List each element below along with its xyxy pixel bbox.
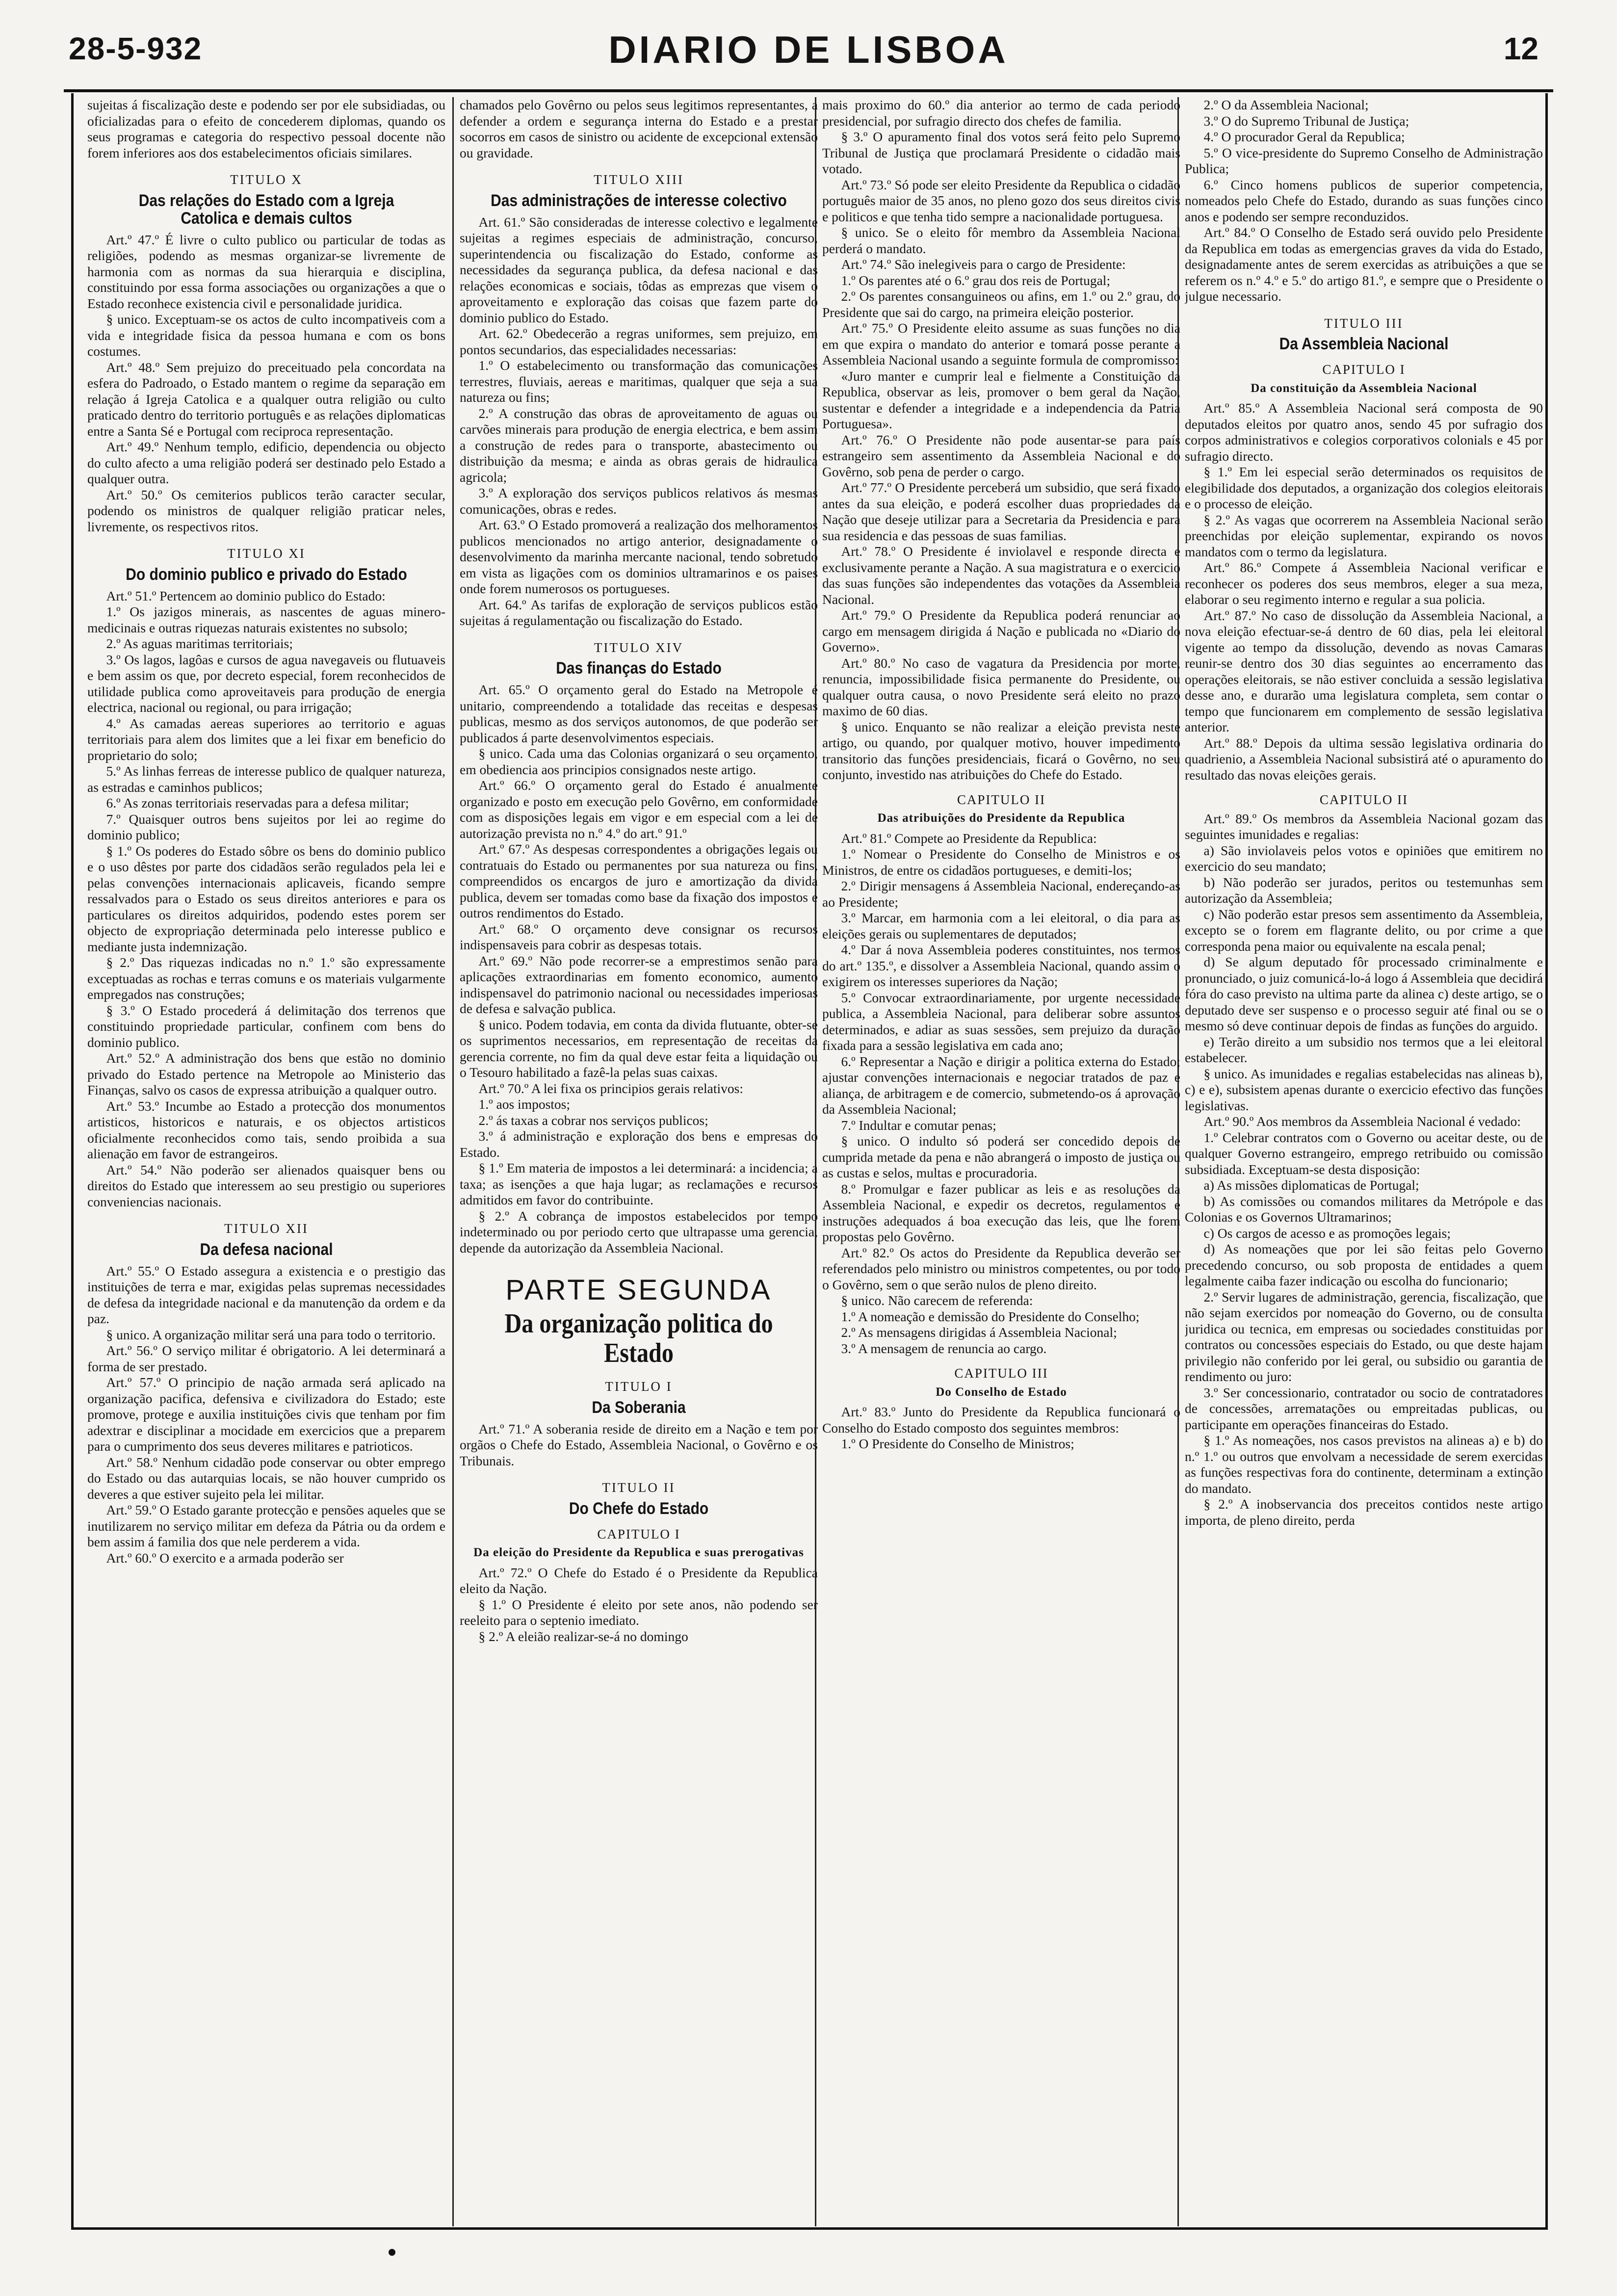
paragraph: 4.º As camadas aereas superiores ao territorio e aguas territoriais para alem dos limites que a lei fixar em beneficio do proprietario do solo; bbox=[87, 715, 445, 763]
issue-date: 28-5-932 bbox=[69, 31, 203, 66]
paragraph: 2.º Servir lugares de administração, gerencia, fiscalização, que não sejam exercidos por nomeação do Governo, ou de consulta juridica ou tecnica, em empresas ou sociedades constituidas por contratos ou concessões especiais do Estado, ou que deste hajam privilegio não conferido por lei geral, ou subsidio ou garantia de rendimento ou juro: bbox=[1185, 1289, 1543, 1384]
paragraph: Art.º 84.º O Conselho de Estado será ouvido pelo Presidente da Republica em todas as emergencias graves da vida do Estado, designadamente antes de serem exercidas as atribuições a que se referem os n.º 4.º e 5.º do artigo 81.º, e sempre que o Presidente o julgue necessario. bbox=[1185, 225, 1543, 304]
paragraph: Art.º 89.º Os membros da Assembleia Nacional gozam das seguintes imunidades e regalias: bbox=[1185, 810, 1543, 842]
paragraph: Art.º 90.º Aos membros da Assembleia Nacional é vedado: bbox=[1203, 1114, 1521, 1129]
paragraph: Art.º 60.º O exercito e a armada poderão ser bbox=[106, 1550, 344, 1565]
paragraph: § 1.º As nomeações, nos casos previstos na alineas a) e b) do n.º 1.º ou outros que envolvam a necessidade de serem exercidas as funções respectivas fora do continente, determinam a extinção do mandato. bbox=[1185, 1433, 1543, 1496]
section-heading: Do Chefe do Estado bbox=[569, 1499, 709, 1518]
paragraph: Art.º 78.º O Presidente é inviolavel e responde directa e exclusivamente perante a Nação. A sua magistratura e o exercicio das suas funções são independentes das votações da Assembleia Nacional. bbox=[822, 544, 1180, 607]
paragraph: Art.º 72.º O Chefe do Estado é o Presidente da Republica eleito da Nação. bbox=[460, 1565, 818, 1596]
paragraph: Art. 64.º As tarifas de exploração de serviços publicos estão sujeitas á regulamentação ou fiscalização do Estado. bbox=[460, 597, 818, 628]
section-title: TITULO II bbox=[602, 1480, 676, 1495]
paragraph: 1.º Nomear o Presidente do Conselho de Ministros e os Ministros, de entre os cidadãos portugueses, e demiti-los; bbox=[822, 846, 1180, 878]
section-heading: Das finanças do Estado bbox=[556, 659, 722, 678]
paragraph: Art.º 85.º A Assembleia Nacional será composta de 90 deputados eleitos por quatro anos, sendo 45 por sufragio dos corpos administrativos e colegios corporativos colonials e 45 por sufragio directo. bbox=[1185, 400, 1543, 464]
paragraph: § 2.º As vagas que ocorrerem na Assembleia Nacional serão preenchidas por eleição suplementar, expirando os novos mandatos com o termo da legislatura. bbox=[1185, 512, 1543, 559]
paragraph: Art.º 67.º As despesas correspondentes a obrigações legais ou contratuais do Estado ou permanentes por sua natureza ou fins, compreendidos os encargos de juro e amortização da divida publica, devem ser tomadas como base da fixação dos impostos e outros rendimentos do Estado. bbox=[460, 841, 818, 920]
column-divider bbox=[452, 97, 454, 2226]
paragraph: Art.º 69.º Não pode recorrer-se a emprestimos senão para aplicações extraordinarias em fomento economico, aumento indispensavel do patrimonio nacional ou necessidades imperiosas de defesa e salvação publica. bbox=[460, 953, 818, 1016]
paragraph: 6.º Cinco homens publicos de superior competencia, nomeados pelo Chefe do Estado, durando as suas funções cinco anos e podendo ser sempre reconduzidos. bbox=[1185, 177, 1543, 224]
paragraph: 5.º O vice-presidente do Supremo Conselho de Administração Publica; bbox=[1185, 145, 1543, 176]
paragraph: 2.º Dirigir mensagens á Assembleia Nacional, endereçando-as ao Presidente; bbox=[822, 878, 1180, 910]
paragraph: § 1.º Em lei especial serão determinados os requisitos de elegibilidade dos deputados, a organização dos colegios eleitorais e o processo de eleição. bbox=[1185, 464, 1543, 511]
paragraph: § unico. Se o eleito fôr membro da Assembleia Nacional perderá o mandato. bbox=[822, 225, 1180, 256]
paragraph: Art. 65.º O orçamento geral do Estado na Metropole é unitario, compreendendo a totalidade das receitas e despesas publicas, mesmo as dos serviços autonomos, de que poderão ser publicados á parte desenvolvimentos especiais. bbox=[460, 682, 818, 745]
paragraph: Art.º 50.º Os cemiterios publicos terão caracter secular, podendo os ministros de qualquer religião praticar neles, livremente, os respectivos ritos. bbox=[87, 487, 445, 534]
paragraph: Art.º 68.º O orçamento deve consignar os recursos indispensaveis para cobrir as despesas totais. bbox=[460, 921, 818, 952]
paragraph: Art.º 70.º A lei fixa os principios gerais relativos: bbox=[478, 1080, 743, 1096]
section-heading: Da Assembleia Nacional bbox=[1279, 335, 1449, 353]
paragraph: c) Não poderão estar presos sem assentimento da Assembleia, excepto se o forem em flagrante delito, ou por crime a que corresponda pena maior ou equivalente na escala penal; bbox=[1185, 906, 1543, 954]
paragraph: § unico. A organização militar será una para todo o territorio. bbox=[106, 1327, 436, 1342]
paragraph: «Juro manter e cumprir leal e fielmente a Constituição da Republica, observar as leis, promover o bem geral da Nação, sustentar e defender a integridade e a independencia da Patria Portuguesa». bbox=[822, 368, 1180, 431]
paragraph: 3.º Marcar, em harmonia com a lei eleitoral, o dia para as eleições gerais ou suplementares de deputados; bbox=[822, 910, 1180, 941]
paragraph: Art.º 74.º São inelegiveis para o cargo de Presidente: bbox=[841, 257, 1126, 272]
section-heading: Da Soberania bbox=[592, 1398, 686, 1417]
paragraph: 7.º Indultar e comutar penas; bbox=[841, 1117, 996, 1133]
column-3 bbox=[822, 97, 1180, 2221]
paragraph: § 1.º O Presidente é eleito por sete anos, não podendo ser reeleito para o septenio imediato. bbox=[460, 1596, 818, 1628]
paragraph: 6.º Representar a Nação e dirigir a politica externa do Estado; ajustar convenções internacionais e negociar tratados de paz e aliança, de arbitragem e de comercio, submetendo-os á aprovação da Assembleia Nacional; bbox=[822, 1053, 1180, 1117]
section-title: TITULO III bbox=[1324, 315, 1404, 331]
paragraph: § 1.º Em materia de impostos a lei determinará: a incidencia; a taxa; as isenções a que haja lugar; as reclamações e recursos admitidos em favor do contribuinte. bbox=[460, 1160, 818, 1207]
paragraph: a) São inviolaveis pelos votos e opiniões que emitirem no exercicio do seu mandato; bbox=[1185, 842, 1543, 874]
section-heading: Da defesa nacional bbox=[200, 1240, 333, 1259]
paragraph: Art.º 87.º No caso de dissolução da Assembleia Nacional, a nova eleição efectuar-se-á dentro de 60 dias, pela lei eleitoral vigente ao tempo da dissolução, devendo as novas Camaras reunir-se dentro dos 30 dias seguintes ao encerramento das operações eleitorais, se não estiver concluida a sessão legislativa desse ano, e durarão uma legislatura completa, sem contar o tempo que funcionarem em complemento de sessão legislativa anterior. bbox=[1185, 607, 1543, 734]
ink-spot bbox=[389, 2249, 395, 2256]
paragraph: Art.º 49.º Nenhum templo, edificio, dependencia ou objecto do culto afecto a uma religião poderá ser destinado pelo Estado a qualquer outra. bbox=[87, 439, 445, 486]
paragraph: 8.º Promulgar e fazer publicar as leis e as resoluções da Assembleia Nacional, e expedir os decretos, regulamentos e instruções adequados á boa execução das leis, que lhe forem propostas pelo Govêrno. bbox=[822, 1181, 1180, 1244]
paragraph: 2.º O da Assembleia Nacional; bbox=[1203, 97, 1369, 112]
paragraph: 1.º Os parentes até o 6.º grau dos reis de Portugal; bbox=[841, 272, 1111, 288]
chapter-title: CAPITULO II bbox=[957, 792, 1046, 807]
column-1 bbox=[87, 97, 445, 2221]
paragraph: 1.º Celebrar contratos com o Governo ou aceitar deste, ou de qualquer Governo estrangeiro, emprego retribuido ou comissão subsidiada. Exceptuam-se desta disposição: bbox=[1185, 1129, 1543, 1177]
paragraph: sujeitas á fiscalização deste e podendo ser por ele subsidiadas, ou oficializadas para o efeito de concederem diplomas, quando os seus programas e categoria do respectivo pessoal docente não forem inferiores aos dos estabelecimentos oficiais similares. bbox=[87, 97, 445, 160]
paragraph: Art.º 86.º Compete á Assembleia Nacional verificar e reconhecer os poderes dos seus membros, eleger a sua meza, elaborar o seu regimento interno e regular a sua policia. bbox=[1185, 560, 1543, 607]
paragraph: § unico. Exceptuam-se os actos de culto incompativeis com a vida e integridade fisica da pessoa humana e com os bons costumes. bbox=[87, 312, 445, 359]
paragraph: e) Terão direito a um subsidio nos termos que a lei eleitoral estabelecer. bbox=[1185, 1034, 1543, 1065]
paragraph: d) Se algum deputado fôr processado criminalmente e pronunciado, o juiz comunicá-lo-á logo á Assembleia que decidirá fóra do caso previsto na ultima parte da alinea c) deste artigo, se o deputado deve ser suspenso e o processo seguir até final ou se o mesmo só deve continuar depois de findas as funções do arguido. bbox=[1185, 954, 1543, 1033]
page-number: 12 bbox=[1503, 31, 1539, 66]
paragraph: mais proximo do 60.º dia anterior ao termo de cada periodo presidencial, por sufragio directo dos chefes de familia. bbox=[822, 97, 1180, 129]
paragraph: Art.º 73.º Só pode ser eleito Presidente da Republica o cidadão português maior de 35 anos, no pleno gozo dos seus direitos civis e politicos e que tenha tido sempre a nacionalidade portuguesa. bbox=[822, 177, 1180, 224]
paragraph: 3.º á administração e exploração dos bens e empresas do Estado. bbox=[460, 1128, 818, 1160]
paragraph: 4.º O procurador Geral da Republica; bbox=[1203, 129, 1405, 144]
column-2 bbox=[460, 97, 818, 2221]
paragraph: a) As missões diplomaticas de Portugal; bbox=[1203, 1177, 1419, 1193]
paragraph: 1.º O estabelecimento ou transformação das comunicações terrestres, fluviais, aereas e maritimas, qualquer que seja a sua natureza ou fins; bbox=[460, 358, 818, 405]
paragraph: 6.º As zonas territoriais reservadas para a defesa militar; bbox=[106, 795, 409, 810]
column-4 bbox=[1185, 97, 1543, 2221]
paragraph: 3.º A mensagem de renuncia ao cargo. bbox=[841, 1340, 1047, 1356]
paragraph: Art.º 52.º A administração dos bens que estão no dominio privado do Estado pertence na Metropole ao Ministerio das Finanças, salvo os casos de expressa atribuição a qualquer outro. bbox=[87, 1050, 445, 1097]
chapter-title: CAPITULO I bbox=[1322, 362, 1406, 377]
chapter-title: CAPITULO I bbox=[597, 1526, 680, 1541]
paragraph: 2.º ás taxas a cobrar nos serviços publicos; bbox=[478, 1112, 708, 1128]
paragraph: Art.º 58.º Nenhum cidadão pode conservar ou obter emprego do Estado ou das autarquias locais, se não houver cumprido os deveres a que estiver sujeito pela lei militar. bbox=[87, 1454, 445, 1502]
paragraph: Art.º 80.º No caso de vagatura da Presidencia por morte, renuncia, impossibilidade fisica permanente do Presidente, ou qualquer outra causa, o novo Presidente será eleito no prazo maximo de 60 dias. bbox=[822, 655, 1180, 718]
section-title: TITULO XIV bbox=[594, 640, 684, 655]
paragraph: § 2.º A cobrança de impostos estabelecidos por tempo indeterminado ou por periodo certo que ultrapasse uma gerencia, depende da autorização da Assembleia Nacional. bbox=[460, 1208, 818, 1255]
paragraph: 2.º As aguas maritimas territoriais; bbox=[106, 636, 293, 651]
paragraph: Art.º 76.º O Presidente não pode ausentar-se para país estrangeiro sem assentimento da Assembleia Nacional e do Govêrno, sob pena de perder o cargo. bbox=[822, 432, 1180, 479]
chapter-title: CAPITULO II bbox=[1319, 792, 1408, 807]
paragraph: 2.º A construção das obras de aproveitamento de aguas ou carvões minerais para produção de energia electrica, e bem assim a construção de redes para o transporte, abastecimento ou distribuição da mesma; e ainda as obras gerais de hidraulica agricola; bbox=[460, 405, 818, 485]
paragraph: 7.º Quaisquer outros bens sujeitos por lei ao regime do dominio publico; bbox=[87, 811, 445, 842]
paragraph: Art.º 55.º O Estado assegura a existencia e o prestigio das instituições de terra e mar, exigidas pelas supremas necessidades de defesa da integridade nacional e da manutenção da ordem e da paz. bbox=[87, 1263, 445, 1326]
chapter-heading: Das atribuições do Presidente da Republica bbox=[877, 811, 1125, 825]
paragraph: § 3.º O apuramento final dos votos será feito pelo Supremo Tribunal de Justiça que proclamará Presidente o cidadão mais votado. bbox=[822, 129, 1180, 176]
paragraph: 3.º Ser concessionario, contratador ou socio de contratadores de concessões, arrematações ou empreitadas publicas, ou participante em operações financeiras do Estado. bbox=[1185, 1384, 1543, 1432]
paragraph: § unico. O indulto só poderá ser concedido depois de cumprida metade da pena e não abrangerá o imposto de justiça ou as custas e selos, multas e procuradoria. bbox=[822, 1133, 1180, 1180]
section-title: TITULO XIII bbox=[594, 172, 684, 187]
paragraph: Art.º 59.º O Estado garante protecção e pensões aqueles que se inutilizarem no serviço militar em defeza da Pátria ou da ordem e bem assim á familia dos que nele perderem a vida. bbox=[87, 1502, 445, 1549]
paragraph: 3.º A exploração dos serviços publicos relativos ás mesmas comunicações, obras e redes. bbox=[460, 485, 818, 517]
paragraph: Art.º 54.º Não poderão ser alienados quaisquer bens ou direitos do Estado que interessem ao seu prestigio ou superiores conveniencias nacionais. bbox=[87, 1162, 445, 1209]
paragraph: 4.º Dar á nova Assembleia poderes constituintes, nos termos do art.º 135.º, e dissolver a Assembleia Nacional, quando assim o exigirem os interesses superiores da Nação; bbox=[822, 942, 1180, 989]
paragraph: Art.º 77.º O Presidente perceberá um subsidio, que será fixado antes da sua eleição, e poderá escolher duas propriedades da Nação que deseje utilizar para a Secretaria da Presidencia e para sua residencia e das pessoas de suas familias. bbox=[822, 480, 1180, 543]
paragraph: § unico. Podem todavia, em conta da divida flutuante, obter-se os suprimentos necessarios, em representação de receitas da gerencia corrente, no fim da qual deve estar feita a liquidação ou o Tesouro habilitado a fazê-la pelas suas caixas. bbox=[460, 1017, 818, 1080]
paragraph: § unico. Não carecem de referenda: bbox=[841, 1293, 1033, 1308]
newspaper-title: DIARIO DE LISBOA bbox=[608, 28, 1009, 71]
paragraph: Art.º 57.º O principio de nação armada será aplicado na organização pacifica, defensiva e civilizadora do Estado; este promove, protege e auxilia instituições civis que tenham por fim adextrar e disciplinar a mocidade em exercicios que a preparem para o cumprimento dos seus deveres militares e patrioticos. bbox=[87, 1375, 445, 1454]
section-heading: Do dominio publico e privado do Estado bbox=[126, 565, 407, 584]
paragraph: Art.º 83.º Junto do Presidente da Republica funcionará o Conselho do Estado composto dos seguintes membros: bbox=[822, 1404, 1180, 1435]
paragraph: Art.º 66.º O orçamento geral do Estado é anualmente organizado e posto em execução pelo Govêrno, em conformidade com as disposições legais em vigor e em especial com a lei de autorização prevista no n.º 4.º do art.º 91.º bbox=[460, 778, 818, 841]
paragraph: § 2.º A inobservancia dos preceitos contidos neste artigo importa, de pleno direito, perda bbox=[1185, 1496, 1543, 1528]
paragraph: § 1.º Os poderes do Estado sôbre os bens do dominio publico e o uso dêstes por parte dos cidadãos serão regulados pela lei e pelas convenções internacionais aplicaveis, ficando sempre ressalvados para o Estado os seus direitos anteriores e para os particulares os direitos adquiridos, podendo estes porem ser objecto de expropriação determinada pelo interesse publico e mediante justa indemnização. bbox=[87, 843, 445, 954]
paragraph: 3.º O do Supremo Tribunal de Justiça; bbox=[1203, 113, 1409, 129]
paragraph: b) Não poderão ser jurados, peritos ou testemunhas sem autorização da Assembleia; bbox=[1185, 874, 1543, 906]
paragraph: Art.º 75.º O Presidente eleito assume as suas funções no dia em que expira o mandato do anterior e tomará posse perante a Assembleia Nacional usando a seguinte formula de compromisso: bbox=[822, 320, 1180, 367]
paragraph: Art.º 51.º Pertencem ao dominio publico do Estado: bbox=[106, 588, 386, 603]
paragraph: 1.º Os jazigos minerais, as nascentes de aguas minero-medicinais e outras riquezas naturais existentes no subsolo; bbox=[87, 604, 445, 635]
section-title: TITULO XII bbox=[224, 1221, 309, 1236]
paragraph: 1.º A nomeação e demissão do Presidente do Conselho; bbox=[841, 1308, 1140, 1324]
paragraph: Art.º 53.º Incumbe ao Estado a protecção dos monumentos artisticos, historicos e naturais, e os objectos artisticos oficialmente reconhecidos como tais, sendo proibida a sua alienação em favor de estrangeiros. bbox=[87, 1098, 445, 1161]
paragraph: § 2.º Das riquezas indicadas no n.º 1.º são expressamente exceptuadas as rochas e terras comuns e os materiais vulgarmente empregados nas construções; bbox=[87, 955, 445, 1002]
paragraph: Art.º 82.º Os actos do Presidente da Republica deverão ser referendados pelo ministro ou ministros competentes, ou por todo o Govêrno, sem o que serão nulos de pleno direito. bbox=[822, 1245, 1180, 1292]
paragraph: 5.º As linhas ferreas de interesse publico de qualquer natureza, as estradas e caminhos publicos; bbox=[87, 763, 445, 795]
section-heading: Das relações do Estado com a Igreja Catolica e demais cultos bbox=[138, 191, 394, 228]
paragraph: § unico. As imunidades e regalias estabelecidas nas alineas b), c) e e), subsistem apenas durante o exercicio efectivo das funções legislativas. bbox=[1185, 1066, 1543, 1113]
paragraph: § unico. Cada uma das Colonias organizará o seu orçamento, em obediencia aos principios consignados neste artigo. bbox=[460, 746, 818, 777]
paragraph: d) As nomeações que por lei são feitas pelo Governo precedendo concurso, ou sob proposta de entidades a quem legalmente caiba fazer indicação ou escolha do funcionario; bbox=[1185, 1241, 1543, 1288]
section-title: TITULO XI bbox=[227, 546, 306, 561]
paragraph: Art.º 81.º Compete ao Presidente da Republica: bbox=[841, 830, 1097, 846]
paragraph: 3.º Os lagos, lagôas e cursos de agua navegaveis ou flutuaveis e bem assim os que, por decreto especial, forem reconhecidos de utilidade publica como aproveitaveis para produção de energia electrica, nacional ou regional, ou para irrigação; bbox=[87, 652, 445, 715]
section-title: TITULO X bbox=[230, 172, 303, 187]
masthead-rule bbox=[64, 89, 1553, 92]
paragraph: 1.º aos impostos; bbox=[478, 1096, 571, 1112]
paragraph: c) Os cargos de acesso e as promoções legais; bbox=[1203, 1225, 1451, 1241]
section-heading: Das administrações de interesse colectivo bbox=[491, 191, 787, 210]
paragraph: Art. 62.º Obedecerão a regras uniformes, sem prejuizo, em pontos secundarios, das especialidades necessarias: bbox=[460, 326, 818, 357]
chapter-heading: Da constituição da Assembleia Nacional bbox=[1251, 381, 1477, 395]
paragraph: 1.º O Presidente do Conselho de Ministros; bbox=[841, 1436, 1074, 1451]
paragraph: Art.º 48.º Sem prejuizo do preceituado pela concordata na esfera do Padroado, o Estado mantem o regime da separação em relação á Igreja Catolica e a qualquer outra religião ou culto praticado dentro do territorio português e as relações diplomaticas entre a Santa Sé e Portugal com reciproca representação. bbox=[87, 359, 445, 439]
paragraph: Art.º 88.º Depois da ultima sessão legislativa ordinaria do quadrienio, a Assembleia Nacional subsistirá até o apuramento do resultado das novas eleições gerais. bbox=[1185, 735, 1543, 783]
paragraph: § unico. Enquanto se não realizar a eleição prevista neste artigo, ou quando, por qualquer motivo, houver impedimento transitorio das funções presidenciais, ficará o Govêrno, no seu conjunto, investido nas atribuições do Chefe do Estado. bbox=[822, 719, 1180, 782]
chapter-title: CAPITULO III bbox=[954, 1366, 1048, 1381]
paragraph: 2.º Os parentes consanguineos ou afins, em 1.º ou 2.º grau, do Presidente que sai do cargo, na primeira eleição posterior. bbox=[822, 288, 1180, 320]
paragraph: Art. 63.º O Estado promoverá a realização dos melhoramentos publicos mencionados no artigo anterior, designadamente o desenvolvimento da marinha mercante nacional, tendo sobretudo em vista as ligações com os dominios ultramarinos e os paises onde forem numerosos os portugueses. bbox=[460, 517, 818, 596]
paragraph: Art.º 47.º É livre o culto publico ou particular de todas as religiões, podendo as mesmas organizar-se livremente de harmonia com as normas da sua hierarquia e disciplina, constituindo por essa forma associações ou organizações a que o Estado reconhece existencia civil e personalidade juridica. bbox=[87, 232, 445, 311]
part-heading: Da organização politica do Estado bbox=[504, 1308, 773, 1368]
masthead bbox=[0, 0, 1617, 93]
part-title: PARTE SEGUNDA bbox=[505, 1274, 772, 1306]
paragraph: 5.º Convocar extraordinariamente, por urgente necessidade publica, a Assembleia Nacional, para deliberar sobre assuntos determinados, e adiar as suas sessões, sem prejuizo da duração fixada para a sessão legislativa em cada ano; bbox=[822, 990, 1180, 1053]
section-title: TITULO I bbox=[605, 1379, 673, 1394]
paragraph: § 3.º O Estado procederá á delimitação dos terrenos que constituindo propriedade particular, confinem com bens do dominio publico. bbox=[87, 1002, 445, 1050]
paragraph: Art.º 71.º A soberania reside de direito em a Nação e tem por orgãos o Chefe do Estado, Assembleia Nacional, o Govêrno e os Tribunais. bbox=[460, 1421, 818, 1468]
paragraph: Art.º 56.º O serviço militar é obrigatorio. A lei determinará a forma de ser prestado. bbox=[87, 1343, 445, 1374]
chapter-heading: Do Conselho de Estado bbox=[936, 1385, 1067, 1399]
chapter-heading: Da eleição do Presidente da Republica e suas prerogativas bbox=[473, 1546, 804, 1559]
paragraph: Art.º 79.º O Presidente da Republica poderá renunciar ao cargo em mensagem dirigida á Nação e publicada no «Diario do Governo». bbox=[822, 607, 1180, 654]
paragraph: b) As comissões ou comandos militares da Metrópole e das Colonias e os Governos Ultramarinos; bbox=[1185, 1193, 1543, 1225]
paragraph: Art. 61.º São consideradas de interesse colectivo e legalmente sujeitas a regimes especiais de administração, concurso, superintendencia ou fiscalização do Estado, conforme as necessidades da segurança publica, da defesa nacional e das relações economicas e sociais, tôdas as emprezas que visem o aproveitamento e exploração das coisas que fazem parte do dominio publico do Estado. bbox=[460, 214, 818, 325]
paragraph: chamados pelo Govêrno ou pelos seus legitimos representantes, a defender a ordem e segurança interna do Estado e a prestar socorros em casos de sinistro ou acidente de excepcional extensão ou gravidade. bbox=[460, 97, 818, 160]
paragraph: § 2.º A eleião realizar-se-á no domingo bbox=[478, 1628, 688, 1644]
paragraph: 2.º As mensagens dirigidas á Assembleia Nacional; bbox=[841, 1325, 1117, 1340]
